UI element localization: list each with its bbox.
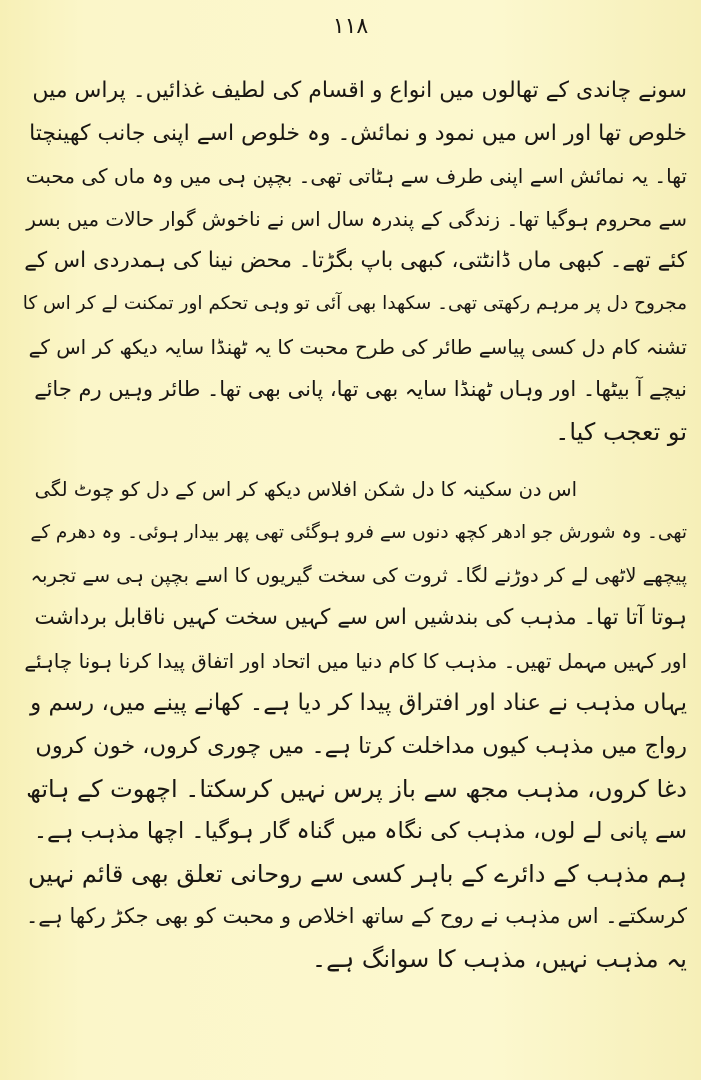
text-line: خلوص تھا اور اس میں نمود و نمائش۔ وہ خلوص اسے اپنی جانب کھینچتا [29, 120, 687, 146]
text-line: تو تعجب کیا۔ [555, 417, 687, 446]
paragraph-1 [22, 70, 687, 453]
paragraph-2 [22, 469, 687, 980]
text-line: پیچھے لاٹھی لے کر دوڑنے لگا۔ ثروت کی سخت گیریوں کا اسے بچپن ہی سے تجربہ [30, 563, 687, 587]
text-line: تشنہ کام دل کسی پیاسے طائر کی طرح محبت کا یہ ٹھنڈا سایہ دیکھ کر اس کے [28, 334, 687, 359]
text-line: ہوتا آتا تھا۔ مذہب کی بندشیں اس سے کہیں سخت کہیں ناقابل برداشت [34, 605, 687, 631]
paragraph-gap [22, 453, 687, 469]
page-number: ۱۱۸ [332, 14, 369, 39]
text-line: ہم مذہب کے دائرے کے باہر کسی سے روحانی تعلق بھی قائم نہیں [28, 859, 687, 888]
text-line: سے محروم ہوگیا تھا۔ زندگی کے پندرہ سال اس نے ناخوش گوار حالات میں بسر [26, 206, 687, 231]
text-line: سے پانی لے لوں، مذہب کی نگاہ میں گناہ گار ہوگیا۔ اچھا مذہب ہے۔ [33, 818, 687, 845]
text-line: سونے چاندی کے تھالوں میں انواع و اقسام کی لطیف غذائیں۔ پراس میں [32, 78, 687, 103]
text-line: اور کہیں مہمل تھیں۔ مذہب کا کام دنیا میں اتحاد اور اتفاق پیدا کرنا ہونا چاہئے [24, 648, 687, 673]
text-line: تھا۔ یہ نمائش اسے اپنی طرف سے ہٹاتی تھی۔ بچپن ہی میں وہ ماں کی محبت [25, 164, 687, 189]
text-line: تھی۔ وہ شورش جو ادھر کچھ دنوں سے فرو ہوگئی تھی پھر بیدار ہوئی۔ وہ دھرم کے [30, 521, 687, 543]
text-line: نیچے آ بیٹھا۔ اور وہاں ٹھنڈا سایہ بھی تھا، پانی بھی تھا۔ طائر وہیں رم جائے [34, 377, 687, 402]
text-line: کرسکتے۔ اس مذہب نے روح کے ساتھ اخلاص و محبت کو بھی جکڑ رکھا ہے۔ [25, 904, 687, 929]
page-text [22, 70, 687, 980]
text-line: دغا کروں، مذہب مجھ سے باز پرس نہیں کرسکتا۔ اچھوت کے ہاتھ [26, 774, 687, 803]
text-line: کئے تھے۔ کبھی ماں ڈانٹتی، کبھی باپ بگڑتا۔ محض نینا کی ہمدردی اس کے [24, 248, 687, 274]
text-line: اس دن سکینہ کا دل شکن افلاس دیکھ کر اس کے دل کو چوٹ لگی [34, 478, 577, 502]
text-line: مجروح دل پر مرہم رکھتی تھی۔ سکھدا بھی آئی تو وہی تحکم اور تمکنت لے کر اس کا [22, 292, 687, 314]
text-line: رواج میں مذہب کیوں مداخلت کرتا ہے۔ میں چوری کروں، خون کروں [35, 732, 687, 759]
text-line: یہ مذہب نہیں، مذہب کا سوانگ ہے۔ [312, 944, 687, 973]
text-line: یہاں مذہب نے عناد اور افتراق پیدا کر دیا ہے۔ کھانے پینے میں، رسم و [30, 690, 687, 717]
